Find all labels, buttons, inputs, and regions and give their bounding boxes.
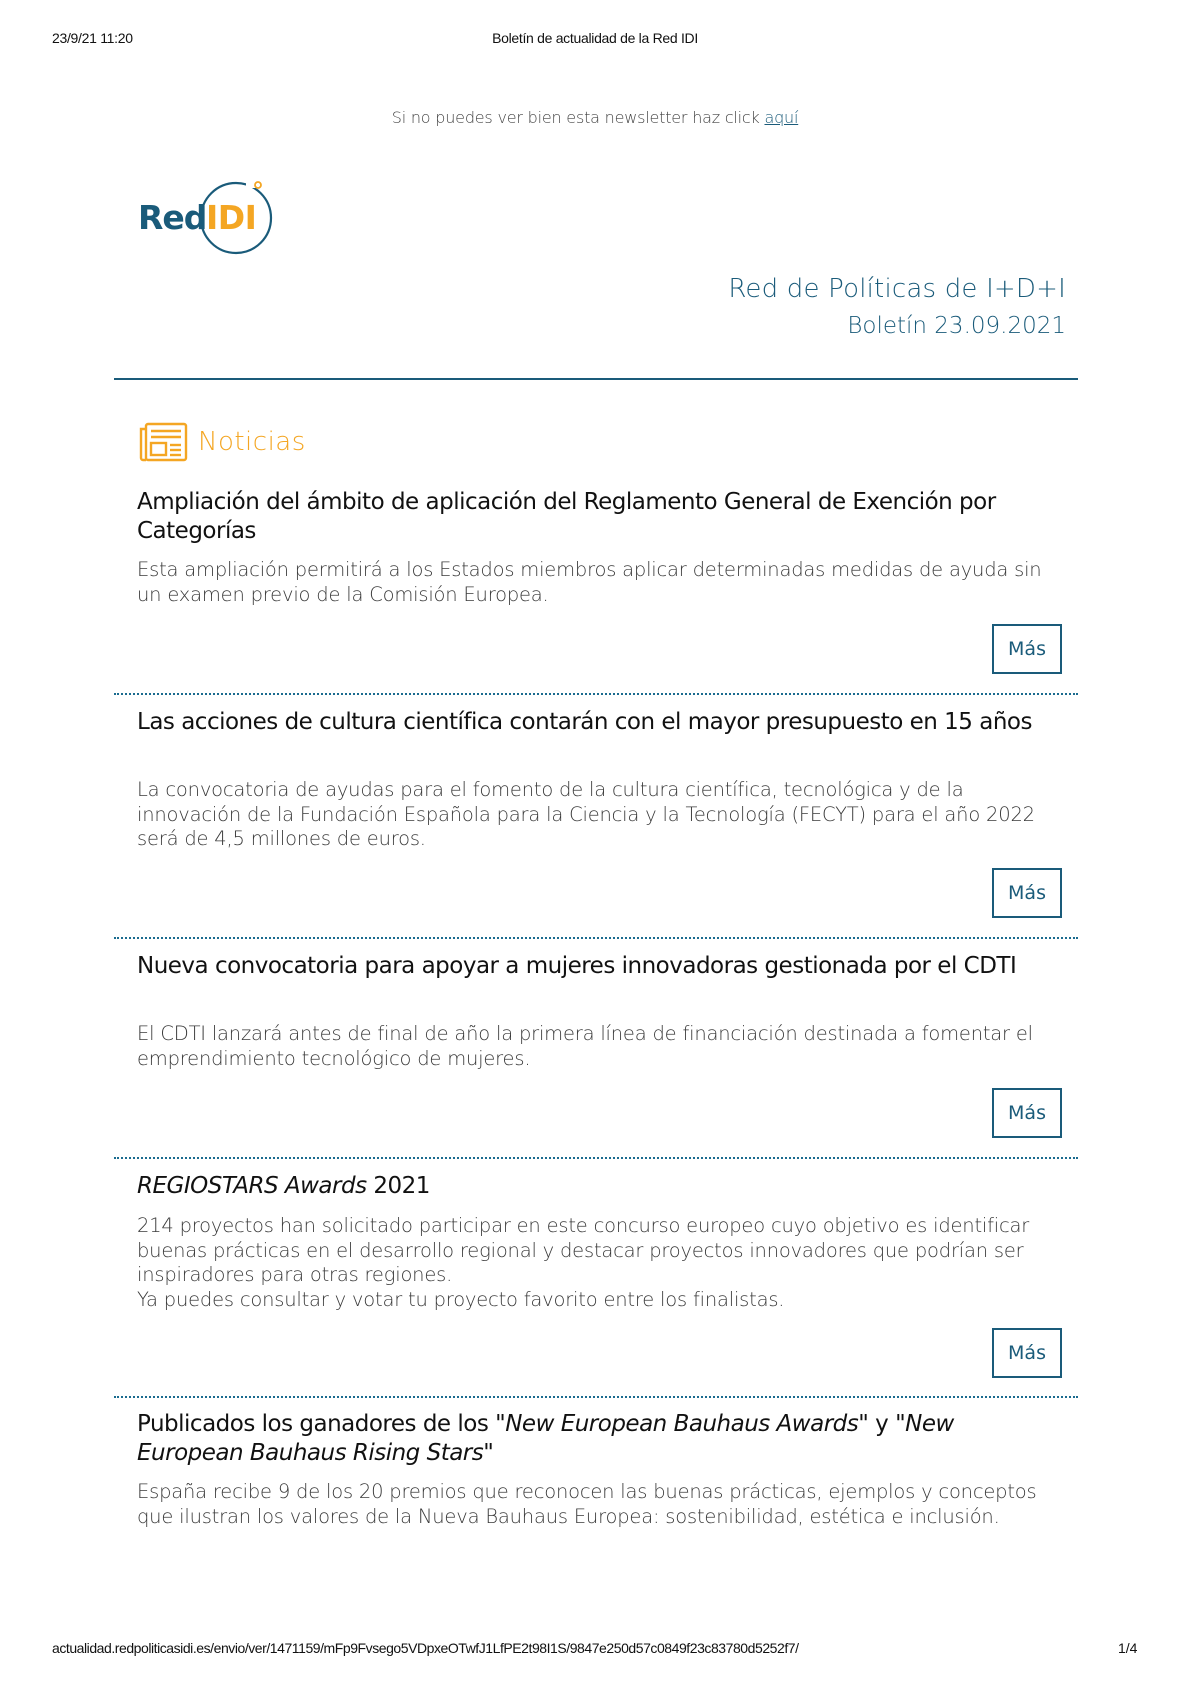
print-footer xyxy=(0,1640,1190,1660)
more-button[interactable]: Más xyxy=(992,868,1062,918)
more-button[interactable]: Más xyxy=(992,1088,1062,1138)
svg-text:IDI: IDI xyxy=(206,198,257,237)
section-header-noticias xyxy=(138,420,306,464)
news-summary: La convocatoria de ayudas para el fomento de la cultura científica, tecnológica y de la innovación de la Fundación Española para la Ciencia y la Tecnología (FECYT) para el año 2022 será de 4,5 millones de euros. xyxy=(137,778,1035,850)
news-summary: El CDTI lanzará antes de final de año la primera línea de financiación destinada a fomentar el emprendimiento tecnológico de mujeres. xyxy=(137,1022,1033,1070)
header-divider xyxy=(114,378,1078,380)
headline-italic: REGIOSTARS Awards xyxy=(137,1173,367,1199)
headline-italic: New European Bauhaus Rising Stars xyxy=(137,1411,954,1466)
print-datetime: 23/9/21 11:20 xyxy=(52,30,133,46)
headline-part: " xyxy=(483,1440,494,1466)
news-headline[interactable]: Ampliación del ámbito de aplicación del Reglamento General de Exención por Categorías xyxy=(137,489,996,544)
news-headline[interactable] xyxy=(137,1172,1057,1201)
news-headline[interactable] xyxy=(137,1410,1057,1468)
logo-graphic xyxy=(138,174,298,260)
more-button[interactable]: Más xyxy=(992,1328,1062,1378)
news-headline[interactable]: Nueva convocatoria para apoyar a mujeres innovadoras gestionada por el CDTI xyxy=(137,953,1017,979)
newspaper-icon xyxy=(138,421,188,463)
more-button[interactable]: Más xyxy=(992,624,1062,674)
page-number: 1/4 xyxy=(1118,1640,1138,1656)
summary-paragraph: Ya puedes consultar y votar tu proyecto favorito entre los finalistas. xyxy=(137,1287,785,1311)
view-online-text: Si no puedes ver bien esta newsletter haz click xyxy=(391,108,765,127)
svg-text:Red: Red xyxy=(138,198,207,237)
headline-italic: New European Bauhaus Awards xyxy=(505,1411,859,1437)
section-title: Noticias xyxy=(198,427,306,457)
issue-date: Boletín 23.09.2021 xyxy=(847,313,1066,339)
redidi-logo[interactable] xyxy=(138,174,298,260)
view-online-link[interactable]: aquí xyxy=(764,108,799,127)
summary-paragraph: 214 proyectos han solicitado participar en este concurso europeo cuyo objetivo es identificar buenas prácticas en el desarrollo regional y destacar proyectos innovadores que podrían ser inspiradores para otras regiones. xyxy=(137,1214,1030,1286)
headline-rest: 2021 xyxy=(366,1173,430,1199)
view-online-notice xyxy=(0,108,1190,127)
masthead xyxy=(728,272,1066,344)
news-divider xyxy=(114,693,1078,695)
print-url: actualidad.redpoliticasidi.es/envio/ver/1471159/mFp9Fvsego5VDpxeOTwfJ1LfPE2t98I1S/9847e250d57c0849f23c83780d5252f7/ xyxy=(52,1640,799,1656)
headline-part: " y " xyxy=(858,1411,906,1437)
news-headline[interactable]: Las acciones de cultura científica contarán con el mayor presupuesto en 15 años xyxy=(137,709,1032,735)
news-summary: España recibe 9 de los 20 premios que reconocen las buenas prácticas, ejemplos y conceptos que ilustran los valores de la Nueva Bauhaus Europea: sostenibilidad, estética e inclusión. xyxy=(137,1480,1037,1528)
print-page-title: Boletín de actualidad de la Red IDI xyxy=(492,30,698,46)
news-summary xyxy=(137,1214,1057,1312)
news-divider xyxy=(114,1157,1078,1159)
network-name: Red de Políticas de I+D+I xyxy=(728,274,1066,304)
headline-part: Publicados los ganadores de los " xyxy=(137,1411,506,1437)
news-divider xyxy=(114,937,1078,939)
news-summary: Esta ampliación permitirá a los Estados miembros aplicar determinadas medidas de ayuda sin un examen previo de la Comisión Europea. xyxy=(137,558,1042,606)
news-divider xyxy=(114,1396,1078,1398)
print-header xyxy=(0,30,1190,50)
